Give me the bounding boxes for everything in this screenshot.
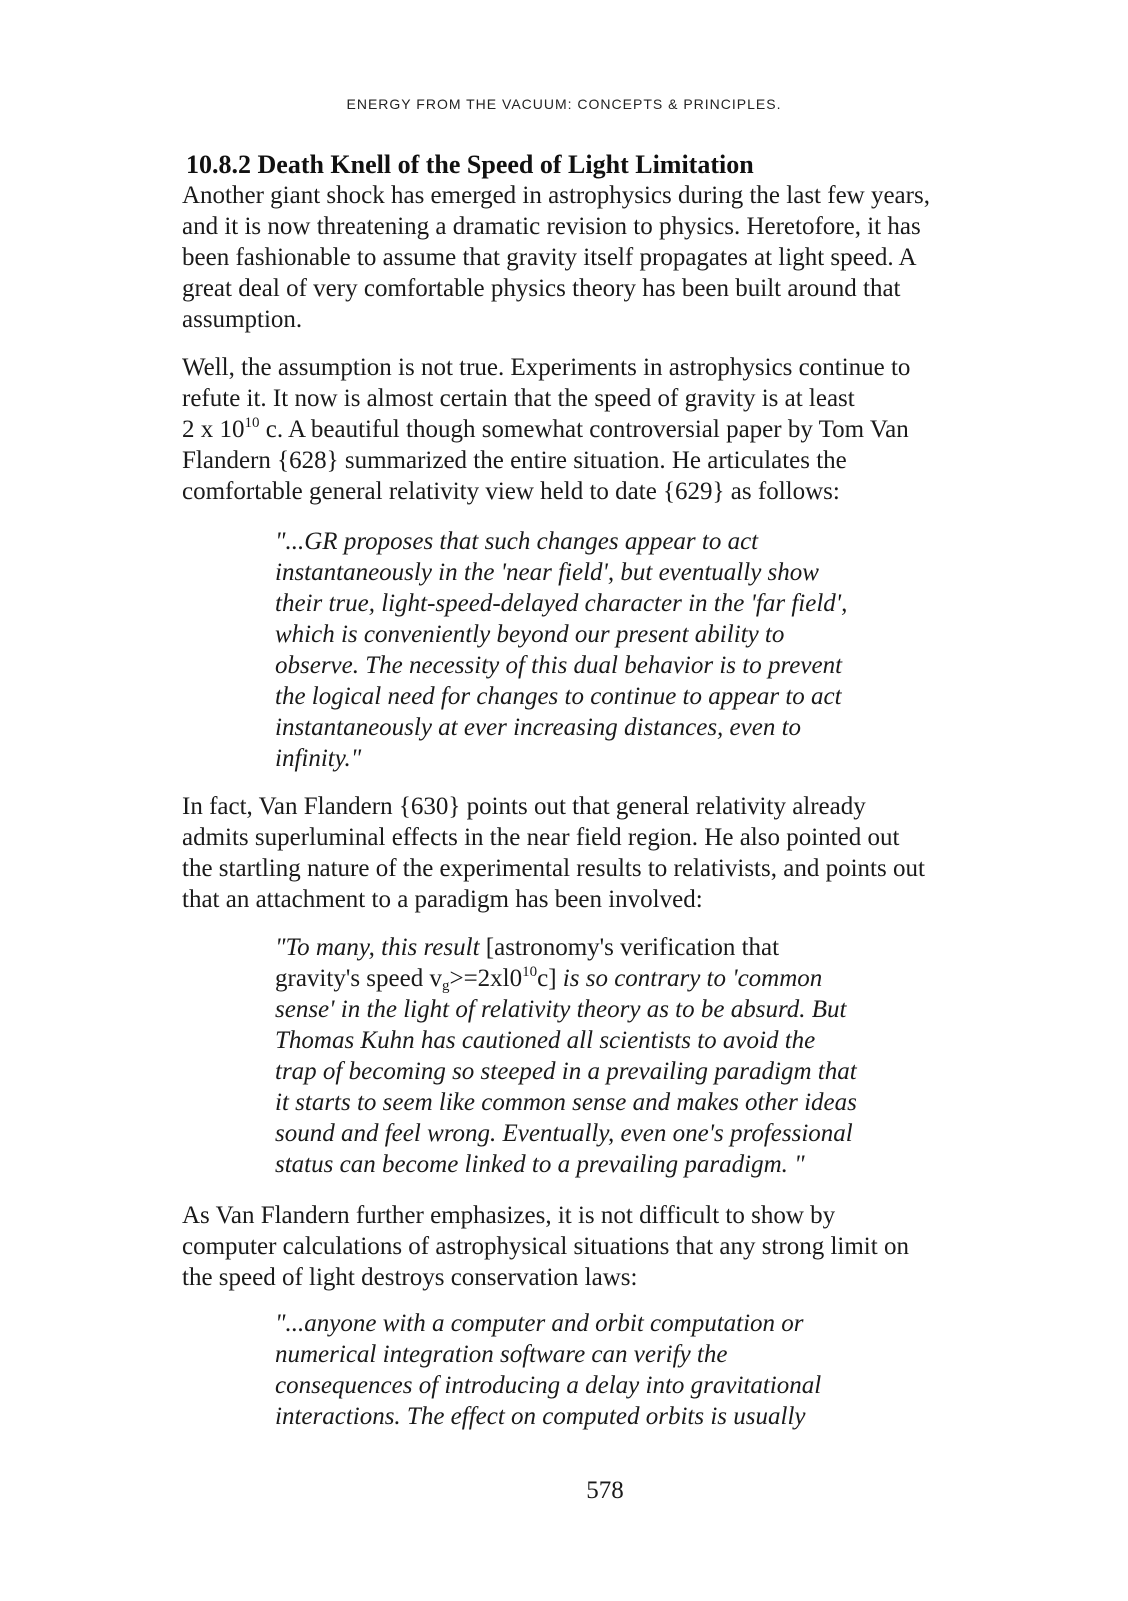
quote-line: sense' in the light of relativity theory as to be absurd. But — [275, 996, 847, 1023]
paragraph-intro — [182, 180, 1032, 335]
quote-line: "...GR proposes that such changes appear to act — [275, 528, 759, 555]
quote-fragment-roman: [astronomy's verification that — [479, 934, 780, 961]
text-line-speed-of-gravity — [182, 414, 1032, 445]
text-line: that an attachment to a paradigm has been involved: — [182, 886, 703, 913]
quote-line: the logical need for changes to continue to appear to act — [275, 683, 842, 710]
page-number: 578 — [586, 1477, 624, 1504]
text-line: the startling nature of the experimental results to relativists, and points out — [182, 855, 925, 882]
quote-line: instantaneously at ever increasing distances, even to — [275, 714, 802, 741]
block-quote-kuhn — [275, 932, 975, 1180]
text-line: great deal of very comfortable physics theory has been built around that — [182, 275, 901, 302]
section-title: 10.8.2 Death Knell of the Speed of Light Limitation — [186, 150, 754, 179]
gravity-speed-value: 2 x 10 — [182, 416, 245, 443]
quote-line: interactions. The effect on computed orbits is usually — [275, 1403, 806, 1430]
quote-line — [275, 963, 975, 994]
quote-line: observe. The necessity of this dual behavior is to prevent — [275, 652, 843, 679]
quote-line: their true, light-speed-delayed character in the 'far field', — [275, 590, 848, 617]
quote-line — [275, 932, 975, 963]
quote-line: infinity." — [275, 745, 362, 772]
paragraph-van-flandern — [182, 791, 1032, 915]
quote-line: sound and feel wrong. Eventually, even one's professional — [275, 1120, 853, 1147]
text-line: assumption. — [182, 306, 303, 333]
text-line: computer calculations of astrophysical situations that any strong limit on — [182, 1233, 909, 1260]
quote-line: consequences of introducing a delay into gravitational — [275, 1372, 822, 1399]
quote-fragment-roman: >=2xl0 — [449, 965, 523, 992]
paragraph-assumption — [182, 352, 1032, 507]
text-line: As Van Flandern further emphasizes, it is not difficult to show by — [182, 1202, 836, 1229]
block-quote-computation — [275, 1308, 975, 1432]
quote-fragment-italic: "To many, this result — [275, 934, 480, 961]
text-line: Flandern {628} summarized the entire situation. He articulates the — [182, 447, 847, 474]
text-fragment: c. A beautiful though somewhat controversial paper by Tom Van — [259, 416, 909, 443]
quote-line: numerical integration software can verify the — [275, 1341, 728, 1368]
subscript: g — [441, 978, 450, 994]
paragraph-conservation — [182, 1200, 1032, 1293]
text-line: In fact, Van Flandern {630} points out that general relativity already — [182, 793, 866, 820]
running-head: ENERGY FROM THE VACUUM: CONCEPTS & PRINCIPLES. — [346, 96, 782, 112]
quote-line: trap of becoming so steeped in a prevailing paradigm that — [275, 1058, 857, 1085]
text-line: Another giant shock has emerged in astrophysics during the last few years, — [182, 182, 930, 209]
quote-line: which is conveniently beyond our present ability to — [275, 621, 785, 648]
text-line: admits superluminal effects in the near field region. He also pointed out — [182, 824, 900, 851]
exponent: 10 — [244, 415, 260, 431]
quote-fragment-roman: gravity's speed v — [275, 965, 442, 992]
text-line: been fashionable to assume that gravity itself propagates at light speed. A — [182, 244, 917, 271]
text-line: the speed of light destroys conservation laws: — [182, 1264, 638, 1291]
quote-fragment-roman: c] — [537, 965, 557, 992]
block-quote-gr — [275, 526, 975, 774]
text-line: Well, the assumption is not true. Experiments in astrophysics continue to — [182, 354, 911, 381]
quote-line: Thomas Kuhn has cautioned all scientists to avoid the — [275, 1027, 816, 1054]
text-line: comfortable general relativity view held to date {629} as follows: — [182, 478, 840, 505]
exponent: 10 — [522, 964, 538, 980]
text-line: refute it. It now is almost certain that the speed of gravity is at least — [182, 385, 855, 412]
text-line: and it is now threatening a dramatic revision to physics. Heretofore, it has — [182, 213, 921, 240]
quote-line: "...anyone with a computer and orbit computation or — [275, 1310, 804, 1337]
quote-fragment-italic: is so contrary to 'common — [556, 965, 823, 992]
quote-line: it starts to seem like common sense and makes other ideas — [275, 1089, 857, 1116]
quote-line: status can become linked to a prevailing paradigm. " — [275, 1151, 805, 1178]
quote-line: instantaneously in the 'near field', but eventually show — [275, 559, 819, 586]
